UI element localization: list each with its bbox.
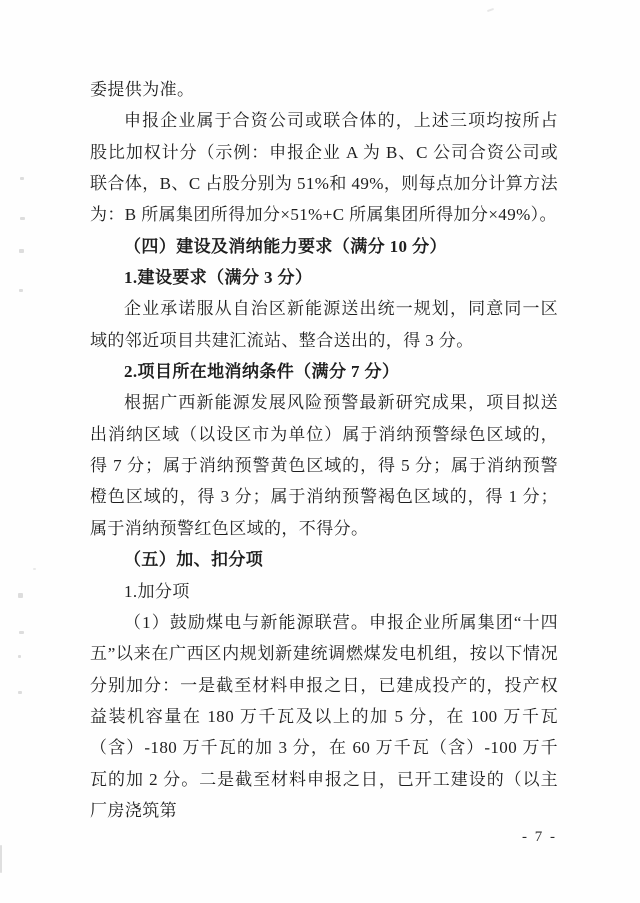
page-number: - 7 -	[522, 829, 557, 845]
scan-speck	[33, 568, 36, 570]
scan-speck	[19, 289, 23, 292]
scan-speck	[20, 217, 25, 220]
scan-speck	[18, 691, 22, 694]
scan-speck	[19, 631, 24, 634]
heading-bonus-items: 1.加分项	[124, 581, 190, 601]
heading-section-5-bonus-penalty: （五）加、扣分项	[124, 550, 264, 570]
document-body	[90, 74, 558, 826]
scan-speck	[18, 593, 23, 598]
scan-speck	[487, 8, 494, 12]
paragraph-construction-requirement: 企业承诺服从自治区新能源送出统一规划，同意同一区域的邻近项目共建汇流站、整合送出的，得 3 分。	[90, 299, 558, 350]
continuation-line: 委提供为准。	[90, 80, 195, 99]
scan-edge-artifact	[0, 845, 2, 873]
paragraph-coal-power-bonus: （1）鼓励煤电与新能源联营。申报企业所属集团“十四五”以来在广西区内规划新建统调燃煤发电机组，按以下情况分别加分：一是截至材料申报之日，已建成投产的，投产权益装机容量在 180 万千瓦及以上的加 5 分，在 100 万千瓦（含）-180 万千瓦的加 3 分，在 60 万千瓦（含）-100 万千瓦的加 2 分。二是截至材料申报之日，已开工建设的（以主厂房浇筑第	[90, 612, 558, 820]
heading-construction-requirement: 1.建设要求（满分 3 分）	[124, 268, 313, 288]
scan-speck	[19, 249, 24, 253]
heading-consumption-condition: 2.项目所在地消纳条件（满分 7 分）	[124, 362, 400, 382]
heading-section-4-construction-consumption: （四）建设及消纳能力要求（满分 10 分）	[124, 236, 447, 256]
scan-speck	[20, 177, 24, 180]
paragraph-consumption-warning-zones: 根据广西新能源发展风险预警最新研究成果，项目拟送出消纳区域（以设区市为单位）属于消纳预警绿色区域的，得 7 分；属于消纳预警黄色区域的，得 5 分；属于消纳预警橙色区域的，得 3 分；属于消纳预警褐色区域的，得 1 分；属于消纳预警红色区域的，不得分。	[90, 393, 558, 538]
paragraph-shareholding-weighting: 申报企业属于合资公司或联合体的，上述三项均按所占股比加权计分（示例：申报企业 A 为 B、C 公司合资公司或联合体，B、C 占股分别为 51%和 49%，则每点加分计算方法为：B 所属集团所得加分×51%+C 所属集团所得加分×49%）。	[90, 111, 558, 225]
scan-speck	[18, 655, 21, 658]
